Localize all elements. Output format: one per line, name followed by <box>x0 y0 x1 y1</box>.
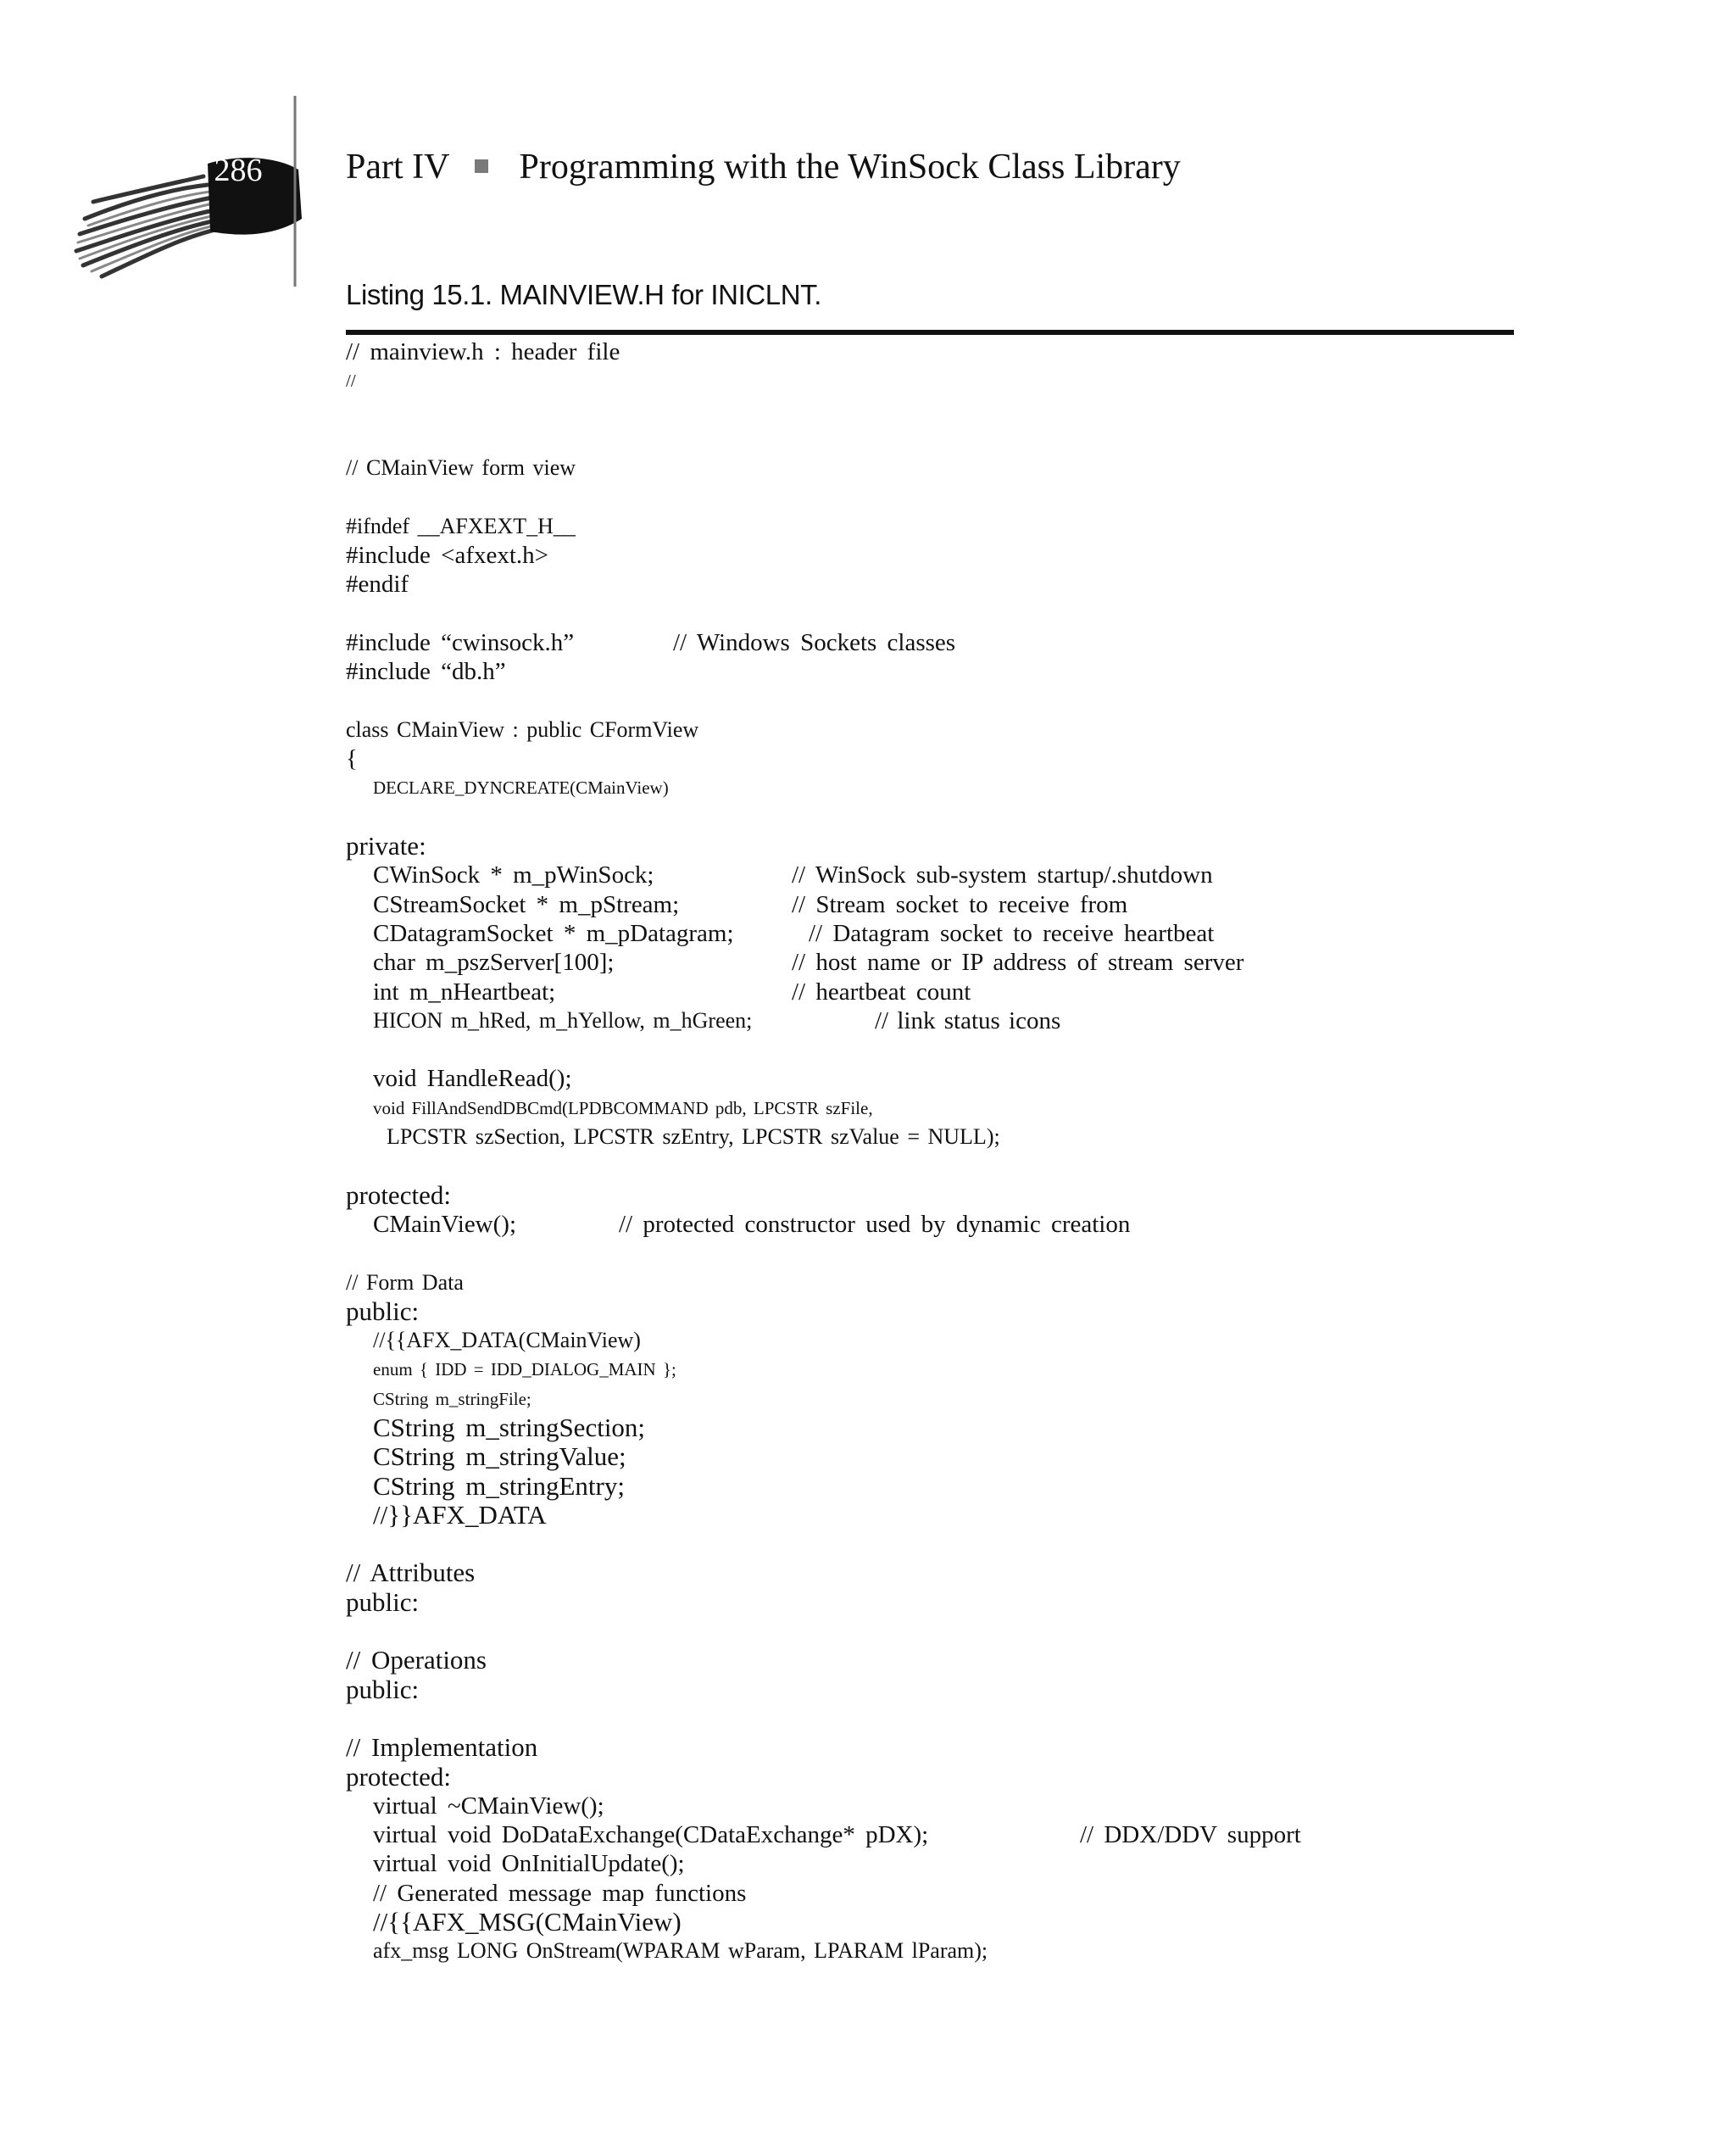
code-comment: // link status icons <box>875 1006 1061 1034</box>
code-line: HICON m_hRed, m_hYellow, m_hGreen; // link status icons <box>373 1006 1061 1034</box>
code-line: public: <box>346 1296 420 1326</box>
code-line: //{{AFX_DATA(CMainView) <box>373 1328 641 1353</box>
page-header <box>0 0 1736 305</box>
code-line: protected: <box>346 1761 451 1792</box>
code-line: //{{AFX_MSG(CMainView) <box>373 1907 682 1937</box>
code-line: enum { IDD = IDD_DIALOG_MAIN }; <box>373 1359 676 1380</box>
code-line: CString m_stringEntry; <box>373 1470 625 1501</box>
code-line: DECLARE_DYNCREATE(CMainView) <box>373 777 669 799</box>
code-line: CStreamSocket * m_pStream; // Stream socket to receive from <box>373 890 1128 918</box>
code-listing <box>346 337 1514 1966</box>
code-line <box>346 803 1514 832</box>
code-comment: // host name or IP address of stream server <box>792 949 1244 977</box>
code-line: virtual ~CMainView(); <box>373 1792 604 1820</box>
code-line <box>346 1704 1514 1733</box>
code-line <box>346 482 1514 511</box>
code-line: LPCSTR szSection, LPCSTR szEntry, LPCSTR szValue = NULL); <box>387 1124 1000 1150</box>
code-line: CString m_stringFile; <box>373 1388 531 1409</box>
code-line <box>346 687 1514 716</box>
code-line <box>346 1239 1514 1268</box>
code-line: // Generated message map functions <box>373 1879 747 1907</box>
code-line: // mainview.h : header file <box>346 338 620 365</box>
code-comment: // Datagram socket to receive heartbeat <box>809 919 1215 947</box>
code-line <box>346 1530 1514 1558</box>
code-line: // <box>346 371 356 392</box>
code-line: CString m_stringValue; <box>373 1441 626 1472</box>
code-comment: // protected constructor used by dynamic creation <box>619 1210 1131 1238</box>
code-comment: // WinSock sub-system startup/.shutdown <box>792 861 1213 889</box>
running-header <box>346 146 1181 188</box>
code-comment: // Stream socket to receive from <box>792 890 1128 918</box>
code-line: #endif <box>346 571 409 599</box>
code-line <box>346 425 1514 454</box>
code-line <box>346 1151 1514 1180</box>
code-line: int m_nHeartbeat; // heartbeat count <box>373 978 971 1006</box>
code-comment: // Windows Sockets classes <box>673 628 956 656</box>
code-line: public: <box>346 1586 420 1617</box>
code-line: virtual void OnInitialUpdate(); <box>373 1850 685 1878</box>
code-line: afx_msg LONG OnStream(WPARAM wParam, LPARAM lParam); <box>373 1938 988 1964</box>
code-line: CWinSock * m_pWinSock; // WinSock sub-system startup/.shutdown <box>373 861 1213 889</box>
code-line: #ifndef __AFXEXT_H__ <box>346 513 576 538</box>
code-line: { <box>346 745 358 773</box>
code-line <box>346 1035 1514 1064</box>
code-line: // Operations <box>346 1645 487 1675</box>
code-line: void HandleRead(); <box>373 1065 572 1093</box>
code-line: class CMainView : public CFormView <box>346 716 699 742</box>
code-line: CMainView(); // protected constructor used by dynamic creation <box>373 1210 1131 1238</box>
code-line: #include <afxext.h> <box>346 542 549 570</box>
code-line: char m_pszServer[100]; // host name or IP address of stream server <box>373 949 1244 977</box>
code-line: //}}AFX_DATA <box>373 1499 547 1530</box>
code-line: #include “db.h” <box>346 658 506 686</box>
page-number: 286 <box>214 153 263 188</box>
code-line: // Attributes <box>346 1558 476 1588</box>
page-tab-hand-graphic <box>68 92 322 295</box>
code-line: CDatagramSocket * m_pDatagram; // Datagram socket to receive heartbeat <box>373 919 1215 947</box>
code-line: CString m_stringSection; <box>373 1412 646 1442</box>
code-line: // Form Data <box>346 1269 464 1295</box>
code-line: private: <box>346 831 426 861</box>
part-title: Programming with the WinSock Class Library <box>519 148 1181 187</box>
code-line <box>346 1617 1514 1646</box>
code-line: // CMainView form view <box>346 455 576 481</box>
code-line: virtual void DoDataExchange(CDataExchange* pDX); // DDX/DDV support <box>373 1821 1301 1849</box>
code-line <box>346 599 1514 628</box>
code-line: // Implementation <box>346 1732 538 1763</box>
code-line: void FillAndSendDBCmd(LPDBCOMMAND pdb, LPCSTR szFile, <box>373 1097 873 1118</box>
code-line: public: <box>346 1674 420 1704</box>
code-line <box>346 396 1514 425</box>
square-bullet-icon <box>475 159 488 173</box>
listing-caption: Listing 15.1. MAINVIEW.H for INICLNT. <box>346 279 822 310</box>
part-label: Part IV <box>346 148 450 187</box>
code-line: protected: <box>346 1179 451 1210</box>
code-comment: // DDX/DDV support <box>1080 1821 1301 1849</box>
code-line: #include “cwinsock.h” // Windows Sockets classes <box>346 628 956 656</box>
listing-top-rule <box>346 330 1514 335</box>
code-comment: // heartbeat count <box>792 978 971 1006</box>
